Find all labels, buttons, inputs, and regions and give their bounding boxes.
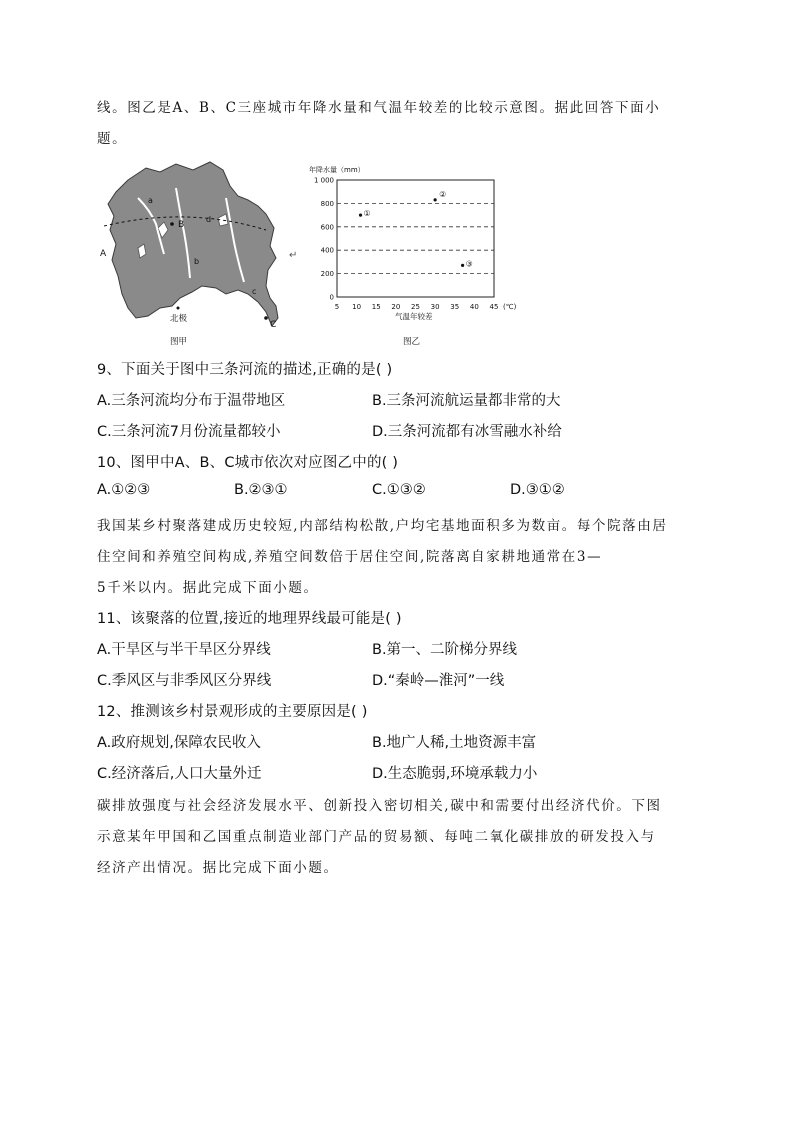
return-mark: ↵ (289, 250, 298, 261)
city-dot-b (170, 222, 174, 226)
point-label-a: a (148, 196, 153, 205)
y-tick-label: 400 (320, 246, 334, 255)
question-9-option-d[interactable]: D.三条河流都有冰雪融水补给 (372, 424, 562, 440)
question-12-option-a[interactable]: A.政府规划,保障农民收入 (97, 735, 261, 751)
question-12-option-b[interactable]: B.地广人稀,土地资源丰富 (372, 735, 537, 751)
x-tick-label: 10 (352, 303, 362, 311)
data-point (359, 214, 362, 217)
point-label-b: b (194, 257, 200, 266)
x-tick-label: 20 (391, 303, 401, 311)
data-point (461, 264, 464, 267)
question-10-option-d[interactable]: D.③①② (510, 482, 565, 498)
x-tick-label: 45 (489, 303, 499, 311)
question-11-option-d[interactable]: D.“秦岭—淮河”一线 (372, 673, 505, 689)
city-label-c: C (270, 320, 277, 330)
question-12-option-c[interactable]: C.经济落后,人口大量外迁 (97, 766, 262, 782)
question-12-option-d[interactable]: D.生态脆弱,环境承载力小 (372, 766, 538, 782)
question-10-stem: 10、图甲中A、B、C城市依次对应图乙中的( ) (97, 455, 399, 471)
x-tick-label: 15 (371, 303, 381, 311)
x-tick-label: 35 (450, 303, 460, 311)
y-axis-title: 年降水量（mm） (309, 166, 365, 174)
y-tick-label: 600 (320, 223, 334, 232)
north-pole-label: 北极 (170, 314, 188, 324)
y-tick-label: 800 (320, 199, 334, 208)
question-11-option-b[interactable]: B.第一、二阶梯分界线 (372, 642, 518, 658)
city-label-b: B (178, 220, 185, 230)
y-tick-label: 200 (320, 270, 334, 279)
x-ticks (335, 303, 499, 311)
figure-a-map (98, 158, 294, 348)
data-points (359, 190, 473, 269)
intro-paragraph-1-line-1: 线。图乙是A、B、C三座城市年降水量和气温年较差的比较示意图。据此回答下面小 (97, 100, 661, 116)
question-11-stem: 11、该聚落的位置,接近的地理界线最可能是( ) (97, 611, 402, 627)
question-11-option-c[interactable]: C.季风区与非季风区分界线 (97, 673, 272, 689)
intro-paragraph-3-line-3: 经济产出情况。据比完成下面小题。 (97, 860, 339, 876)
intro-paragraph-3-line-1: 碳排放强度与社会经济发展水平、创新投入密切相关,碳中和需要付出经济代价。下图 (97, 798, 662, 814)
plot-frame (337, 180, 494, 297)
x-tick-label: 5 (334, 303, 340, 311)
x-unit: (℃) (503, 303, 517, 311)
question-10-option-c[interactable]: C.①③② (372, 482, 426, 498)
figure-b-chart (305, 162, 530, 350)
question-9-option-b[interactable]: B.三条河流航运量都非常的大 (372, 393, 561, 409)
question-12-stem: 12、推测该乡村景观形成的主要原因是( ) (97, 704, 368, 720)
figure-b-caption: 图乙 (403, 337, 421, 347)
intro-paragraph-3-line-2: 示意某年甲国和乙国重点制造业部门产品的贸易额、每吨二氧化碳排放的研发投入与 (97, 829, 656, 845)
y-tick-label: 1 000 (313, 176, 334, 185)
x-tick-label: 25 (411, 303, 420, 311)
question-10-option-b[interactable]: B.②③① (234, 482, 288, 498)
intro-paragraph-1-line-2: 题。 (97, 131, 128, 147)
question-9-option-c[interactable]: C.三条河流7月份流量都较小 (97, 424, 281, 440)
data-point-label: ③ (465, 259, 473, 269)
intro-paragraph-2-line-1: 我国某乡村聚落建成历史较短,内部结构松散,户均宅基地面积多为数亩。每个院落由居 (97, 518, 668, 534)
x-tick-label: 40 (469, 303, 479, 311)
point-label-c: c (252, 287, 257, 296)
question-10-option-a[interactable]: A.①②③ (97, 482, 151, 498)
x-axis-title: 气温年较差 (395, 312, 433, 321)
y-ticks (314, 177, 334, 302)
point-label-d: d (206, 215, 212, 224)
question-9-stem: 9、下面关于图中三条河流的描述,正确的是( ) (97, 362, 393, 378)
data-point-label: ① (363, 209, 371, 219)
city-label-a: A (100, 249, 107, 259)
intro-paragraph-2-line-2: 住空间和养殖空间构成,养殖空间数倍于居住空间,院落离自家耕地通常在3— (97, 549, 603, 565)
intro-paragraph-2-line-3: 5千米以内。据此完成下面小题。 (97, 580, 319, 596)
landmass (108, 162, 278, 326)
data-point (434, 198, 437, 201)
question-11-option-a[interactable]: A.干旱区与半干旱区分界线 (97, 642, 271, 658)
data-point-label: ② (439, 189, 447, 199)
question-9-option-a[interactable]: A.三条河流均分布于温带地区 (97, 393, 286, 409)
city-dot-c (264, 316, 268, 320)
north-pole-dot (177, 307, 180, 310)
x-tick-label: 30 (430, 303, 440, 311)
figure-a-caption: 图甲 (170, 337, 188, 347)
y-tick-label: 0 (329, 293, 334, 302)
